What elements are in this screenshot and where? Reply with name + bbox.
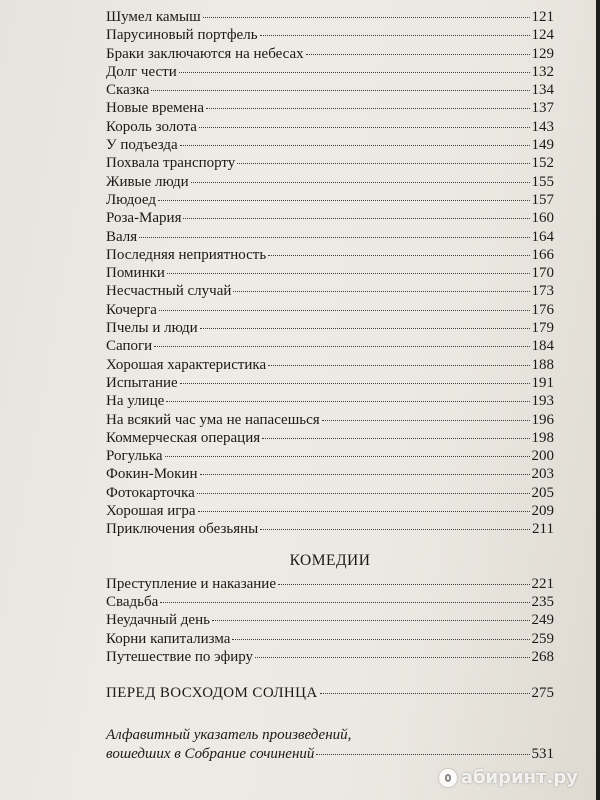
- toc-entry: [106, 631, 554, 649]
- dot-leader: [183, 218, 529, 219]
- dot-leader: [160, 602, 529, 603]
- toc-entry: [106, 64, 554, 82]
- toc-entry: [106, 393, 554, 411]
- dot-leader: [151, 90, 529, 91]
- toc-entry: [106, 412, 554, 430]
- page-edge: [596, 0, 600, 800]
- labirint-logo-icon: [439, 769, 457, 787]
- entry-page: 205: [531, 484, 554, 501]
- dot-leader: [316, 754, 529, 755]
- entry-title: Хорошая характеристика: [106, 356, 267, 373]
- entry-page: 176: [531, 301, 554, 318]
- entry-title: Испытание: [106, 374, 178, 391]
- entry-title: Путешествие по эфиру: [106, 648, 254, 665]
- entry-title: Коммерческая операция: [106, 429, 261, 446]
- entry-page: 191: [531, 374, 554, 391]
- entry-title: Неудачный день: [106, 612, 210, 629]
- toc-entry: [106, 155, 554, 173]
- entry-title: Хорошая игра: [106, 503, 196, 520]
- dot-leader: [165, 456, 530, 457]
- entry-page: 209: [531, 503, 554, 520]
- entry-title: Кочерга: [106, 301, 157, 318]
- entry-page: 157: [531, 191, 554, 208]
- dot-leader: [167, 273, 530, 274]
- entry-title: Шумел камыш: [106, 9, 201, 25]
- dot-leader: [268, 255, 529, 256]
- entry-page: 268: [531, 648, 554, 665]
- entry-title: Последняя неприятность: [106, 246, 267, 263]
- dot-leader: [262, 438, 529, 439]
- toc-entry: [106, 594, 554, 612]
- entry-title: Фотокарточка: [106, 484, 195, 501]
- stories-list: [106, 9, 554, 540]
- entry-title: Поминки: [106, 265, 165, 282]
- entry-page: 166: [531, 246, 554, 263]
- entry-title: Фокин-Мокин: [106, 466, 198, 483]
- entry-title: Рогулька: [106, 448, 163, 465]
- toc-entry: [106, 448, 554, 466]
- dot-leader: [199, 127, 530, 128]
- dot-leader: [278, 584, 530, 585]
- dot-leader: [198, 511, 530, 512]
- dot-leader: [322, 420, 530, 421]
- toc-entry: [106, 265, 554, 283]
- entry-page: 235: [531, 593, 554, 610]
- toc-entry: [106, 210, 554, 228]
- comedies-heading: КОМЕДИИ: [289, 551, 371, 569]
- toc-entry: [106, 100, 554, 118]
- toc-entry: [106, 503, 554, 521]
- entry-title: Корни капитализма: [106, 630, 231, 647]
- entry-page: 198: [531, 429, 554, 446]
- toc-entry: [106, 466, 554, 484]
- entry-page: 200: [531, 448, 554, 465]
- entry-title: Пчелы и люди: [106, 320, 198, 337]
- dot-leader: [139, 237, 529, 238]
- entry-page: 143: [531, 118, 554, 135]
- dot-leader: [179, 72, 530, 73]
- entry-title: Король золота: [106, 118, 197, 135]
- toc-entry: [106, 357, 554, 375]
- entry-title: Живые люди: [106, 173, 189, 190]
- toc-entry: [106, 192, 554, 210]
- entry-title: Новые времена: [106, 100, 204, 117]
- dot-leader: [306, 54, 530, 55]
- entry-title: Долг чести: [106, 63, 177, 80]
- dot-leader: [212, 620, 530, 621]
- entry-title: Несчастный случай: [106, 283, 232, 300]
- toc-entry: [106, 612, 554, 630]
- toc-entry: [106, 485, 554, 503]
- entry-page: 188: [531, 356, 554, 373]
- toc-entry: [106, 576, 554, 594]
- dot-leader: [203, 17, 530, 18]
- entry-page: 132: [531, 63, 554, 80]
- entry-title: Приключения обезьяны: [106, 521, 259, 538]
- toc-entry: [106, 46, 554, 64]
- toc-entry: [106, 119, 554, 137]
- entry-page: 211: [532, 521, 554, 538]
- dot-leader: [255, 657, 529, 658]
- toc-entry: [106, 9, 554, 27]
- toc-entry: [106, 247, 554, 265]
- entry-title: На улице: [106, 393, 165, 410]
- watermark: [439, 767, 578, 788]
- entry-page: 221: [531, 575, 554, 592]
- dot-leader: [268, 365, 529, 366]
- entry-page: 179: [531, 320, 554, 337]
- dot-leader: [260, 529, 530, 530]
- toc-entry: [106, 375, 554, 393]
- entry-title: ПЕРЕД ВОСХОДОМ СОЛНЦА: [106, 685, 318, 702]
- watermark-text: абиринт.ру: [460, 767, 578, 788]
- comedies-list: [106, 576, 554, 667]
- dot-leader: [200, 474, 530, 475]
- toc-entry: [106, 302, 554, 320]
- entry-title: Сказка: [106, 82, 150, 99]
- entry-page: 137: [531, 100, 554, 117]
- entry-page: 193: [531, 393, 554, 410]
- toc-entry: [106, 320, 554, 338]
- toc-entry: [106, 283, 554, 301]
- entry-page: 203: [531, 466, 554, 483]
- entry-title: Похвала транспорту: [106, 155, 236, 172]
- entry-title: Сапоги: [106, 338, 153, 355]
- entry-page: 249: [531, 612, 554, 629]
- entry-title: Валя: [106, 228, 138, 245]
- entry-title: Свадьба: [106, 593, 159, 610]
- entry-page: 173: [531, 283, 554, 300]
- toc-entry: [106, 174, 554, 192]
- index-title-line1: Алфавитный указатель произведений,: [106, 727, 352, 744]
- entry-page: 134: [531, 82, 554, 99]
- entry-page: 155: [531, 173, 554, 190]
- entry-title: Парусиновый портфель: [106, 27, 258, 44]
- entry-page: 164: [531, 228, 554, 245]
- toc-entry: [106, 649, 554, 667]
- toc-entry: [106, 521, 554, 539]
- dot-leader: [158, 200, 529, 201]
- dot-leader: [237, 163, 529, 164]
- entry-page: 196: [531, 411, 554, 428]
- index-title-line2: вошедших в Собрание сочинений: [106, 746, 315, 763]
- toc-entry: [106, 27, 554, 45]
- entry-page: 259: [531, 630, 554, 647]
- dot-leader: [260, 35, 530, 36]
- dot-leader: [197, 493, 530, 494]
- dot-leader: [180, 383, 530, 384]
- dot-leader: [180, 145, 530, 146]
- entry-page: 170: [531, 265, 554, 282]
- before-sunrise-entry: [106, 685, 554, 703]
- entry-title: Людоед: [106, 191, 157, 208]
- entry-page: 275: [531, 685, 554, 702]
- entry-page: 152: [531, 155, 554, 172]
- entry-page: 124: [531, 27, 554, 44]
- dot-leader: [233, 291, 529, 292]
- toc-entry: [106, 82, 554, 100]
- toc-entry: [106, 137, 554, 155]
- entry-title: Роза-Мария: [106, 210, 182, 227]
- toc-entry: [106, 338, 554, 356]
- entry-page: 531: [531, 746, 554, 763]
- entry-title: На всякий час ума не напасешься: [106, 411, 320, 428]
- dot-leader: [154, 346, 529, 347]
- table-of-contents: [106, 9, 554, 765]
- entry-page: 160: [531, 210, 554, 227]
- entry-title: У подъезда: [106, 137, 178, 154]
- toc-entry: [106, 229, 554, 247]
- dot-leader: [206, 108, 530, 109]
- dot-leader: [232, 639, 529, 640]
- dot-leader: [166, 401, 529, 402]
- entry-page: 184: [531, 338, 554, 355]
- index-entry: [106, 746, 554, 764]
- entry-title: Преступление и наказание: [106, 575, 276, 592]
- toc-entry: [106, 430, 554, 448]
- entry-page: 121: [531, 9, 554, 25]
- entry-page: 149: [531, 137, 554, 154]
- dot-leader: [200, 328, 530, 329]
- dot-leader: [191, 182, 530, 183]
- entry-page: 129: [531, 45, 554, 62]
- entry-title: Браки заключаются на небесах: [106, 45, 304, 62]
- dot-leader: [159, 310, 530, 311]
- dot-leader: [320, 693, 530, 694]
